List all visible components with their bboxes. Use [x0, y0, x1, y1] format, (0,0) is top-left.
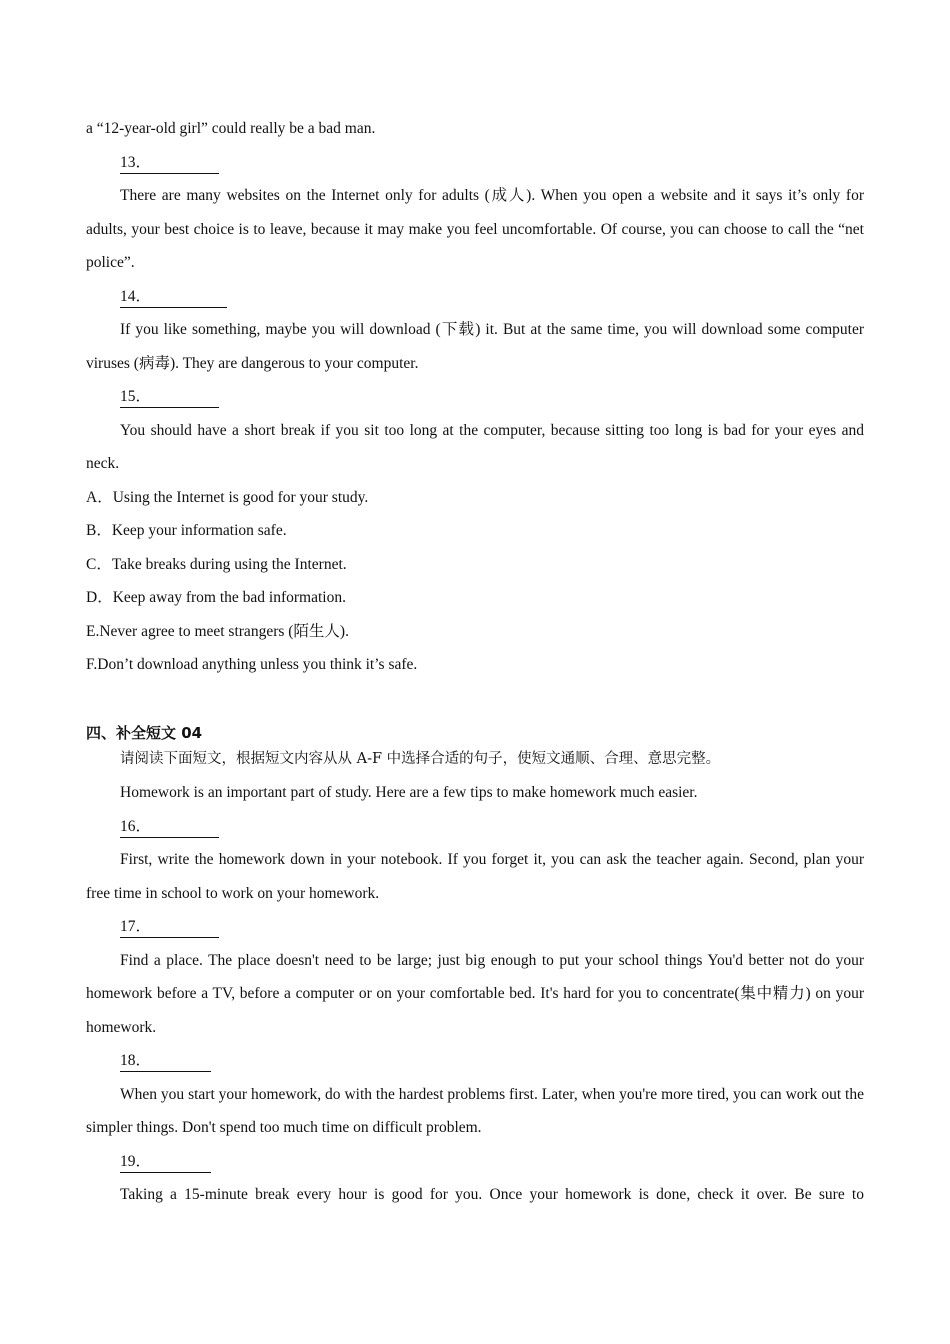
option-f: F.Don’t download anything unless you think it’s safe. — [86, 656, 418, 673]
question-number: 19． — [120, 1152, 211, 1173]
question-number: 17． — [120, 917, 219, 938]
intro-text: Homework is an important part of study. Here are a few tips to make homework much easier. — [120, 784, 698, 801]
paragraph-14: If you like something, maybe you will download (下载) it. But at the same time, you will download some computer viruses (病毒). They are dangerous to your computer. — [86, 321, 864, 372]
question-18-blank[interactable] — [86, 1044, 864, 1078]
option-c: C．Take breaks during using the Internet. — [86, 555, 347, 573]
option-d: D．Keep away from the bad information. — [86, 589, 346, 606]
section-gap — [86, 682, 864, 715]
option-b: B．Keep your information safe. — [86, 522, 287, 539]
paragraph-18: When you start your homework, do with the hardest problems first. Later, when you're more tired, you can work out the simpler things. Don't spend too much time on difficult problem. — [86, 1085, 864, 1136]
paragraph-13: There are many websites on the Internet only for adults (成人). When you open a website and it says it’s only for adults, your best choice is to leave, because it may make you feel uncomfortable. Of course, you can choose to call the “net police”. — [86, 187, 864, 271]
instruction-text: 请阅读下面短文，根据短文内容从从 A-F 中选择合适的句子，使短文通顺、合理、意思完整。 — [120, 750, 721, 767]
question-13-blank[interactable] — [86, 146, 864, 180]
question-19-blank[interactable] — [86, 1145, 864, 1179]
question-number: 18． — [120, 1051, 211, 1072]
question-16-blank[interactable] — [86, 810, 864, 844]
question-number: 13． — [120, 153, 219, 174]
question-number: 14． — [120, 287, 227, 308]
paragraph-15: You should have a short break if you sit too long at the computer, because sitting too long is bad for your eyes and neck. — [86, 421, 864, 472]
text-line: a “12-year-old girl” could really be a bad man. — [86, 120, 376, 137]
question-number: 16． — [120, 817, 219, 838]
question-number: 15． — [120, 387, 219, 408]
option-e: E.Never agree to meet strangers (陌生人). — [86, 622, 349, 640]
question-17-blank[interactable] — [86, 910, 864, 944]
question-15-blank[interactable] — [86, 380, 864, 414]
document-page — [86, 112, 864, 1212]
section-heading-wrap — [86, 723, 864, 743]
option-a: A．Using the Internet is good for your study. — [86, 488, 369, 506]
section-heading: 四、补全短文 04 — [86, 723, 203, 742]
paragraph-19: Taking a 15-minute break every hour is good for you. Once your homework is done, check it over. Be sure to — [120, 1186, 864, 1203]
paragraph-17: Find a place. The place doesn't need to be large; just big enough to put your school things You'd better not do your homework before a TV, before a computer or on your comfortable bed. It's hard for you to concentrate(集中精力) on your homework. — [86, 951, 864, 1036]
question-14-blank[interactable] — [86, 280, 864, 314]
paragraph-16: First, write the homework down in your notebook. If you forget it, you can ask the teacher again. Second, plan your free time in school to work on your homework. — [86, 851, 864, 902]
